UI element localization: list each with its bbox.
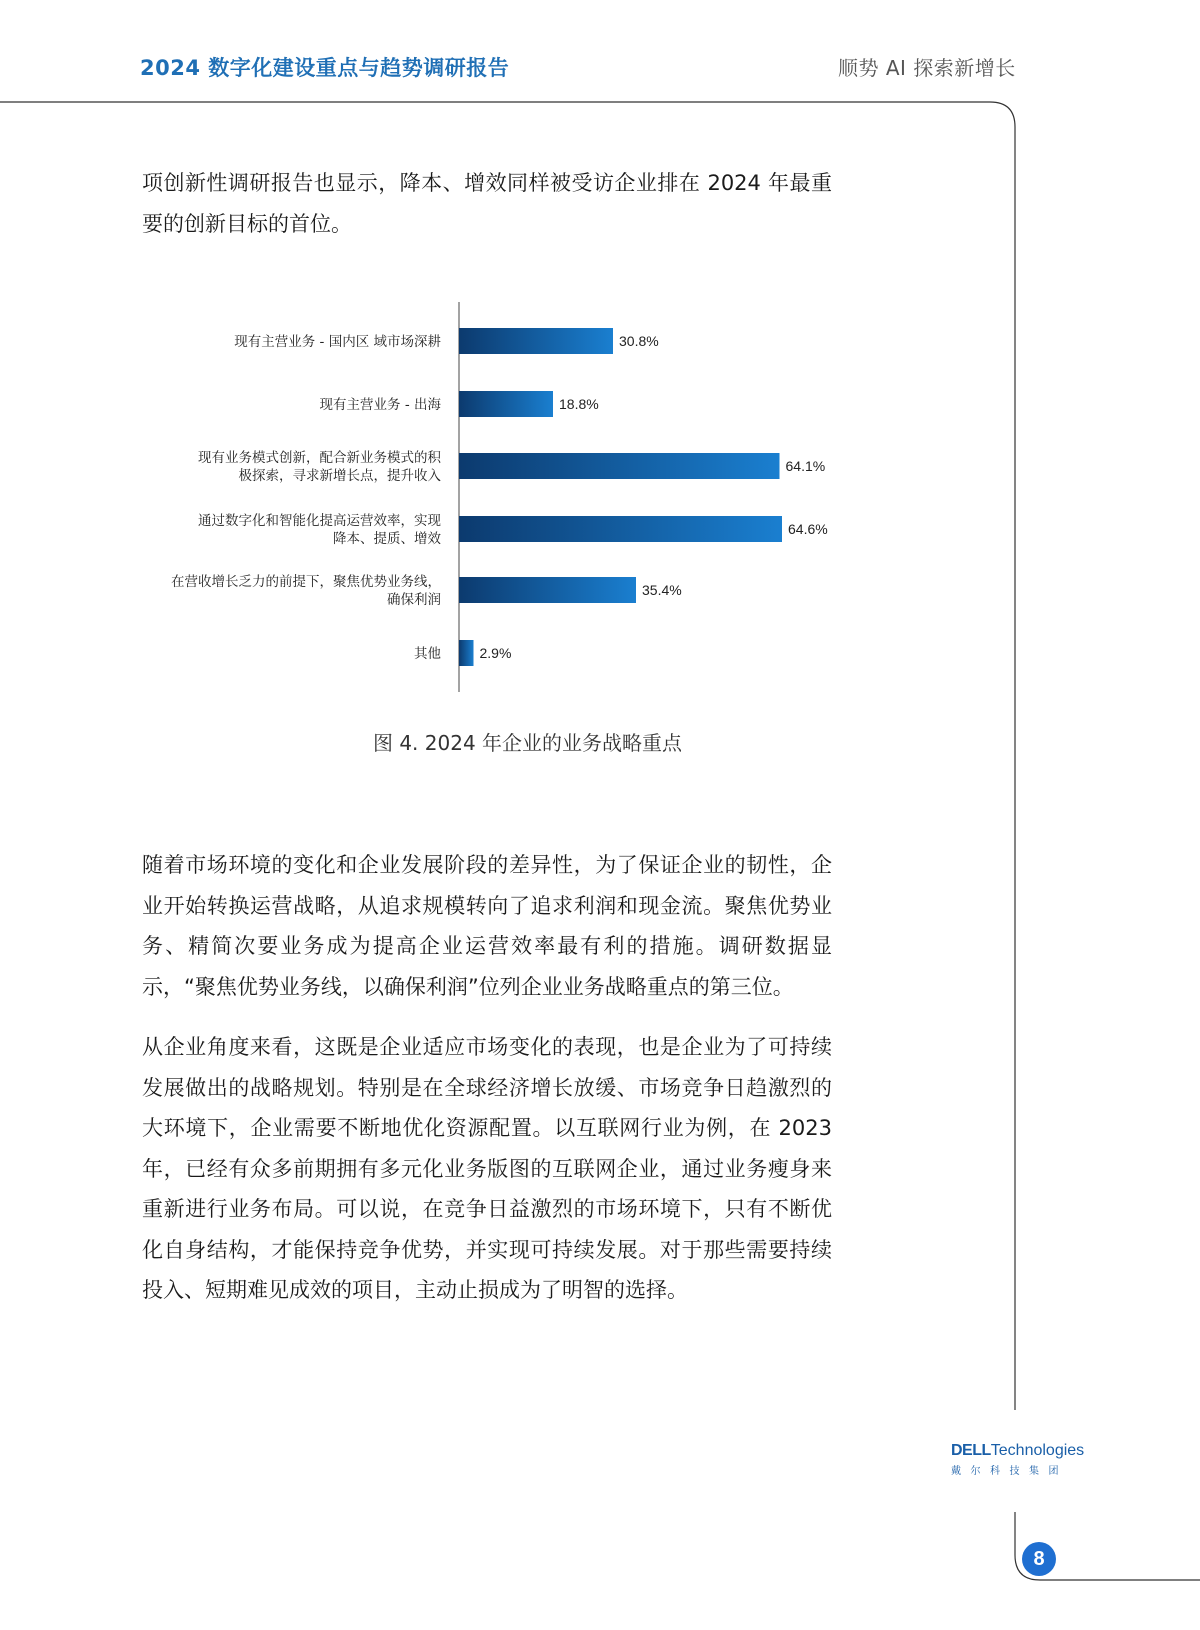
chart-category-label: 确保利润 bbox=[387, 592, 441, 608]
logo-subtitle: 戴尔科技集团 bbox=[951, 1466, 1068, 1477]
logo-brand: DELL bbox=[951, 1442, 991, 1459]
logo-product: Technologies bbox=[990, 1442, 1085, 1459]
page-number-badge: 8 bbox=[1022, 1542, 1056, 1576]
chart-bar bbox=[459, 640, 474, 666]
report-title: 2024 数字化建设重点与趋势调研报告 bbox=[140, 56, 510, 80]
chart-category-label: 在营收增长乏力的前提下，聚焦优势业务线， bbox=[171, 574, 441, 590]
dell-technologies-logo bbox=[951, 1442, 1091, 1477]
chart-bar bbox=[459, 328, 613, 354]
report-tagline: 顺势 AI 探索新增长 bbox=[838, 56, 1016, 80]
body-paragraph-2: 从企业角度来看，这既是企业适应市场变化的表现，也是企业为了可持续发展做出的战略规划。特别是在全球经济增长放缓、市场竞争日趋激烈的大环境下，企业需要不断地优化资源配置。以互联网行业为例，在 2023 年，已经有众多前期拥有多元化业务版图的互联网企业，通过业务瘦身来重新进行业务布局。可以说，在竞争日益激烈的市场环境下，只有不断优化自身结构，才能保持竞争优势，并实现可持续发展。对于那些需要持续投入、短期难见成效的项目，主动止损成为了明智的选择。 bbox=[142, 1035, 832, 1302]
chart-category-label: 现有主营业务 - 出海 bbox=[319, 397, 441, 413]
chart-category-label: 通过数字化和智能化提高运营效率，实现 bbox=[198, 513, 441, 529]
chart-category-label: 降本、提质、增效 bbox=[333, 531, 441, 547]
chart-value-label: 18.8% bbox=[559, 396, 599, 412]
chart-value-label: 2.9% bbox=[479, 645, 512, 661]
intro-paragraph: 项创新性调研报告也显示，降本、增效同样被受访企业排在 2024 年最重要的创新目标的首位。 bbox=[142, 171, 832, 236]
chart-value-label: 30.8% bbox=[619, 333, 659, 349]
chart-category-label: 现有主营业务 - 国内区 域市场深耕 bbox=[234, 334, 441, 350]
chart-value-label: 64.1% bbox=[785, 458, 826, 474]
chart-bar bbox=[459, 453, 780, 479]
chart-bar bbox=[459, 577, 636, 603]
chart-category-label: 现有业务模式创新，配合新业务模式的积 bbox=[198, 450, 441, 466]
chart-bar bbox=[459, 516, 782, 542]
chart-category-label: 极探索，寻求新增长点，提升收入 bbox=[238, 468, 441, 484]
chart-caption: 图 4. 2024 年企业的业务战略重点 bbox=[372, 731, 683, 755]
chart-value-label: 64.6% bbox=[788, 521, 828, 537]
chart-category-label: 其他 bbox=[414, 646, 441, 662]
body-paragraph-1: 随着市场环境的变化和企业发展阶段的差异性，为了保证企业的韧性，企业开始转换运营战略，从追求规模转向了追求利润和现金流。聚焦优势业务、精简次要业务成为提高企业运营效率最有利的措施。调研数据显示，“聚焦优势业务线，以确保利润”位列企业业务战略重点的第三位。 bbox=[142, 853, 832, 999]
strategy-bar-chart bbox=[0, 300, 1000, 700]
chart-value-label: 35.4% bbox=[642, 582, 682, 598]
chart-bar bbox=[459, 391, 553, 417]
